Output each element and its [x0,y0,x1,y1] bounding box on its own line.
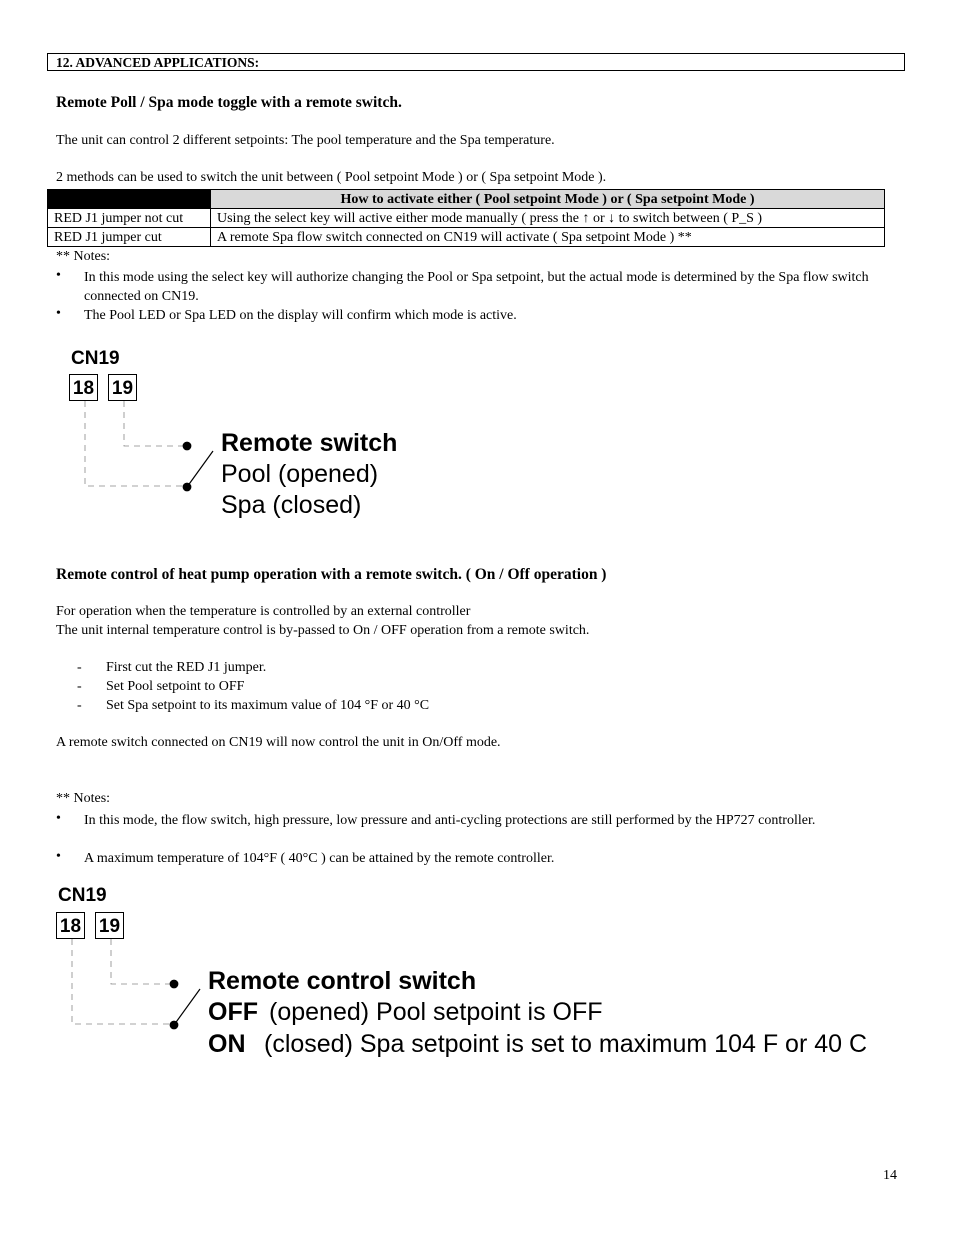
part2-note-1: In this mode, the flow switch, high pressure, low pressure and anti-cycling protections are still performed by the HP727 controller. [84,813,816,828]
part2-heading: Remote control of heat pump operation with a remote switch. ( On / Off operation ) [56,566,607,583]
table-cell-condition: RED J1 jumper cut [48,228,211,247]
diagram2-title: Remote control switch [208,967,477,995]
diagram2-terminal-top [170,980,178,988]
part1-heading: Remote Poll / Spa mode toggle with a remote switch. [56,94,402,111]
diagram1-terminal-top [183,442,191,450]
bullet-marker: • [56,306,61,321]
part1-notes-label: ** Notes: [56,249,111,264]
part2-notes-label: ** Notes: [56,791,111,806]
dash-marker: - [77,660,82,675]
dash-marker: - [77,679,82,694]
part2-paragraph-2: The unit internal temperature control is by-passed to On / OFF operation from a remote switch. [56,623,590,638]
diagram2-pin-19: 19 [95,912,124,939]
section-title: 12. ADVANCED APPLICATIONS: [56,55,260,70]
diagram2-wire-pin19 [111,939,173,984]
bullet-marker: • [56,268,61,283]
part2-paragraph-3: A remote switch connected on CN19 will now control the unit in On/Off mode. [56,735,501,750]
dash-marker: - [77,698,82,713]
diagram2-pin-18: 18 [56,912,85,939]
part2-step-3: Set Spa setpoint to its maximum value of 104 °F or 40 °C [106,698,430,713]
diagram2-wire-pin18 [72,939,173,1024]
page-number: 14 [883,1168,897,1183]
diagram2-wiring [72,939,200,1029]
diagram2-connector-label: CN19 [58,885,107,906]
diagram1-line-spa: Spa (closed) [221,491,362,519]
part1-paragraph-1: The unit can control 2 different setpoints: The pool temperature and the Spa temperature. [56,133,555,148]
table-cell-action: A remote Spa flow switch connected on CN19 will activate ( Spa setpoint Mode ) ** [211,228,885,247]
table-cell-condition: RED J1 jumper not cut [48,209,211,228]
part1-note-2: The Pool LED or Spa LED on the display will confirm which mode is active. [84,308,517,323]
part2-paragraph-1: For operation when the temperature is controlled by an external controller [56,604,471,619]
diagram1-switch-lever [187,451,213,487]
diagram1-wire-pin18 [85,401,186,486]
diagram1-wiring [85,401,213,491]
diagram1-pin-18: 18 [69,374,98,401]
diagram1-title: Remote switch [221,429,398,457]
diagram2-on-text: (closed) Spa setpoint is set to maximum 104 F or 40 C [264,1030,868,1058]
diagram1-line-pool: Pool (opened) [221,460,379,488]
part1-paragraph-2: 2 methods can be used to switch the unit between ( Pool setpoint Mode ) or ( Spa setpoint Mode ). [56,170,607,185]
diagram2-off-text: (opened) Pool setpoint is OFF [269,998,603,1026]
diagram2-off-label: OFF [208,998,258,1026]
diagram1-pin-19: 19 [108,374,137,401]
table-cell-action: Using the select key will active either mode manually ( press the ↑ or ↓ to switch between ( P_S ) [211,209,885,228]
diagram2-on-label: ON [208,1030,246,1058]
bullet-marker: • [56,811,61,826]
diagram1-wire-pin19 [124,401,186,446]
part2-step-1: First cut the RED J1 jumper. [106,660,267,675]
part2-note-2: A maximum temperature of 104°F ( 40°C ) can be attained by the remote controller. [84,851,555,866]
table-header-cell: How to activate either ( Pool setpoint Mode ) or ( Spa setpoint Mode ) [211,190,885,209]
diagram1-connector-label: CN19 [71,348,120,369]
diagram2-switch-lever [174,989,200,1025]
bullet-marker: • [56,849,61,864]
part2-step-2: Set Pool setpoint to OFF [106,679,245,694]
part1-note-1: In this mode using the select key will authorize changing the Pool or Spa setpoint, but the actual mode is determined by the Spa flow switch connected on CN19. [84,270,869,304]
